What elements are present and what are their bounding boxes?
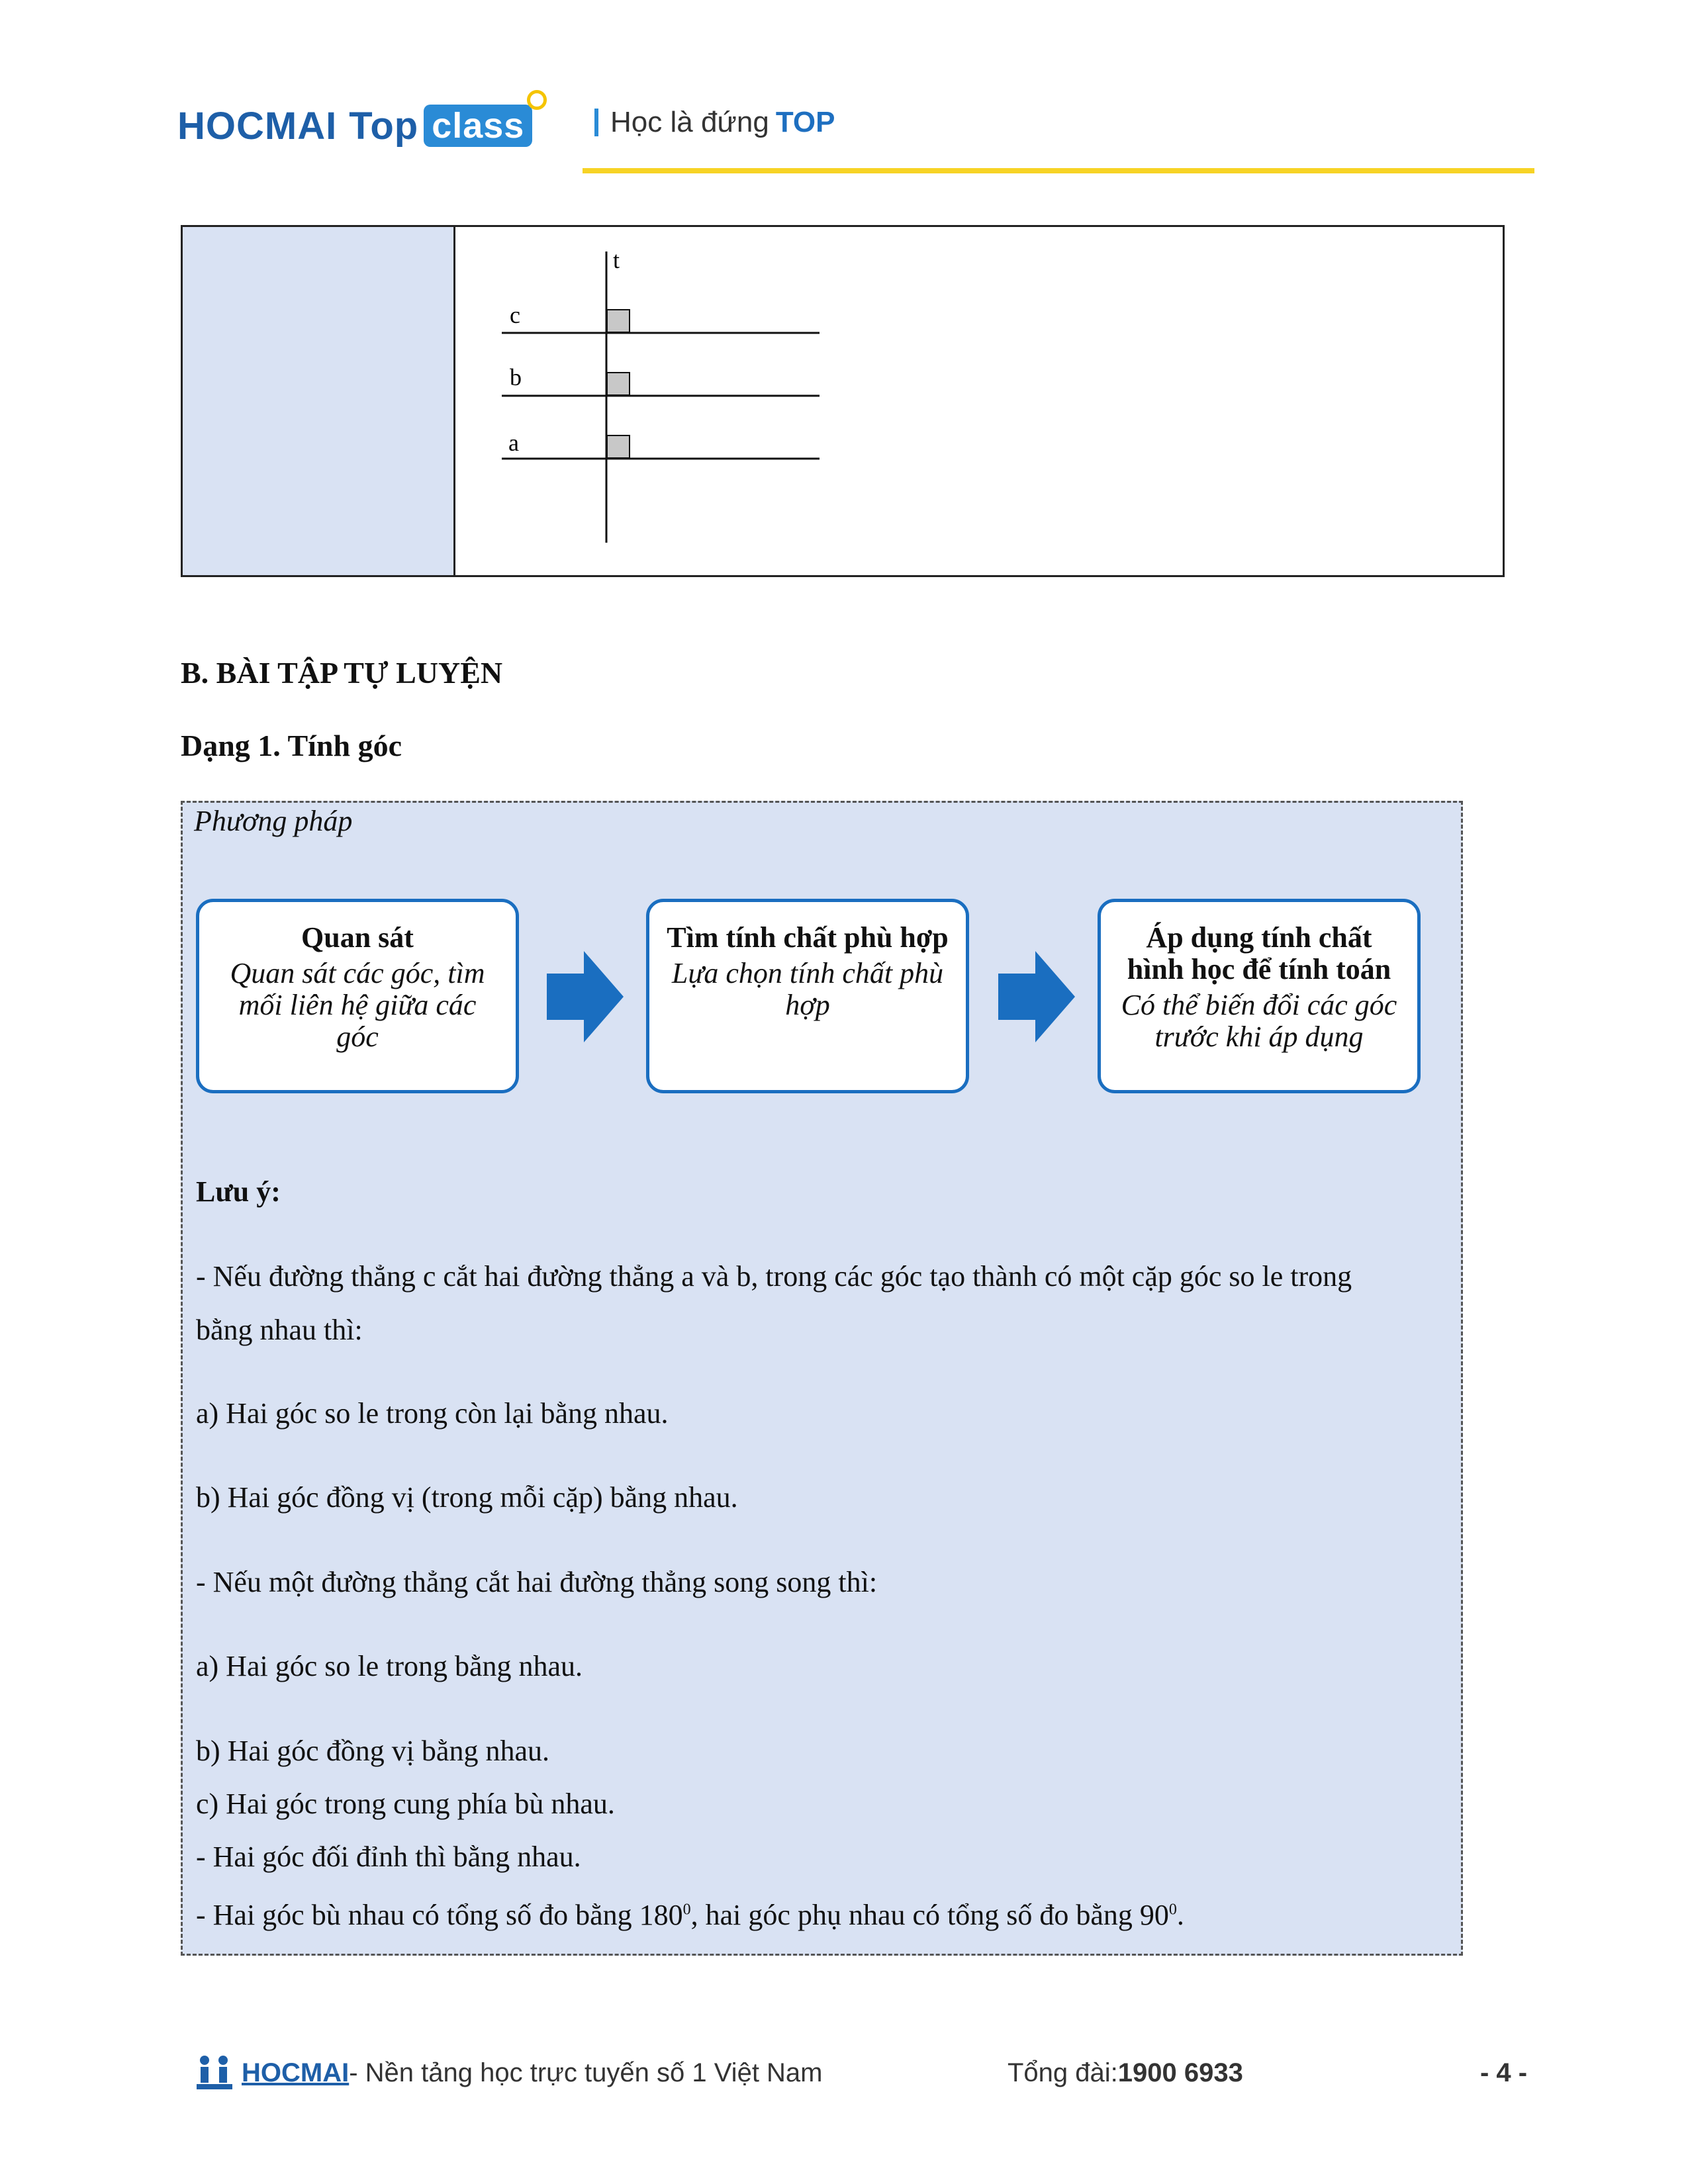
logo-gear-icon	[527, 90, 547, 110]
hotline-label: Tổng đài:	[1008, 2058, 1118, 2087]
footer-tagline: - Nền tảng học trực tuyến số 1 Việt Nam	[349, 2058, 823, 2087]
step-desc: Quan sát các góc, tìm mối liên hệ giữa các góc	[230, 957, 485, 1053]
note-line: bằng nhau thì:	[196, 1314, 363, 1346]
header-rule	[583, 168, 1534, 173]
step-observe	[196, 899, 519, 1093]
note-line: a) Hai góc so le trong bằng nhau.	[196, 1650, 583, 1682]
logo-hocmai-text: HOCMAI	[177, 104, 338, 148]
right-angle-b	[607, 373, 630, 395]
note-line: b) Hai góc đồng vị (trong mỗi cặp) bằng nhau.	[196, 1481, 738, 1514]
note-line: - Nếu một đường thẳng cắt hai đường thẳng song song thì:	[196, 1566, 878, 1598]
step-title: Áp dụng tính chất hình học để tính toán	[1127, 921, 1391, 985]
logo-class-badge	[424, 105, 532, 147]
logo-class-text: class	[432, 106, 525, 146]
section-subtitle: Dạng 1. Tính góc	[181, 729, 402, 762]
label-t: t	[613, 247, 620, 273]
footer-hotline	[1008, 2053, 1243, 2093]
hocmai-topclass-logo	[177, 99, 532, 152]
step-desc: Có thể biến đổi các góc trước khi áp dụng	[1121, 989, 1397, 1053]
label-b: b	[510, 364, 522, 390]
table-left-cell	[183, 227, 455, 575]
arrow-right-icon	[547, 951, 624, 1042]
slogan-strong: TOP	[775, 106, 835, 138]
step-title: Quan sát	[301, 921, 414, 954]
label-c: c	[510, 302, 520, 328]
slogan-prefix: Học là đứng	[610, 106, 769, 138]
logo-top-text: Top	[349, 104, 419, 148]
header-slogan	[594, 99, 835, 146]
section-title: B. BÀI TẬP TỰ LUYỆN	[181, 656, 503, 690]
footer-brand-link[interactable]: HOCMAI	[242, 2058, 350, 2087]
parallel-lines-diagram	[463, 238, 874, 556]
note-line: b) Hai góc đồng vị bằng nhau.	[196, 1735, 549, 1767]
note-line: a) Hai góc so le trong còn lại bằng nhau.	[196, 1397, 669, 1430]
hotline-number: 1900 6933	[1117, 2058, 1243, 2087]
method-label: Phương pháp	[194, 805, 353, 837]
slogan-divider	[594, 109, 598, 136]
arrow-right-icon	[998, 951, 1075, 1042]
step-apply	[1098, 899, 1421, 1093]
note-line: - Nếu đường thẳng c cắt hai đường thẳng a và b, trong các góc tạo thành có một cặp góc so le trong	[196, 1260, 1352, 1293]
step-title: Tìm tính chất phù hợp	[667, 921, 949, 954]
hocmai-mascot-icon	[194, 2054, 235, 2092]
right-angle-a	[607, 435, 630, 458]
note-line: c) Hai góc trong cung phía bù nhau.	[196, 1788, 615, 1820]
footer-left	[194, 2053, 823, 2093]
right-angle-c	[607, 310, 630, 332]
note-line-degrees: - Hai góc bù nhau có tổng số đo bằng $180^0$, hai góc phụ nhau có tổng số đo bằng $90^0$.	[196, 1899, 1184, 1931]
step-desc: Lựa chọn tính chất phù hợp	[671, 957, 944, 1021]
note-line: - Hai góc đối đỉnh thì bằng nhau.	[196, 1841, 581, 1873]
label-a: a	[508, 430, 519, 456]
notes-heading: Lưu ý:	[196, 1175, 281, 1208]
step-find-property	[646, 899, 969, 1093]
page-number: - 4 -	[1480, 2058, 1528, 2087]
